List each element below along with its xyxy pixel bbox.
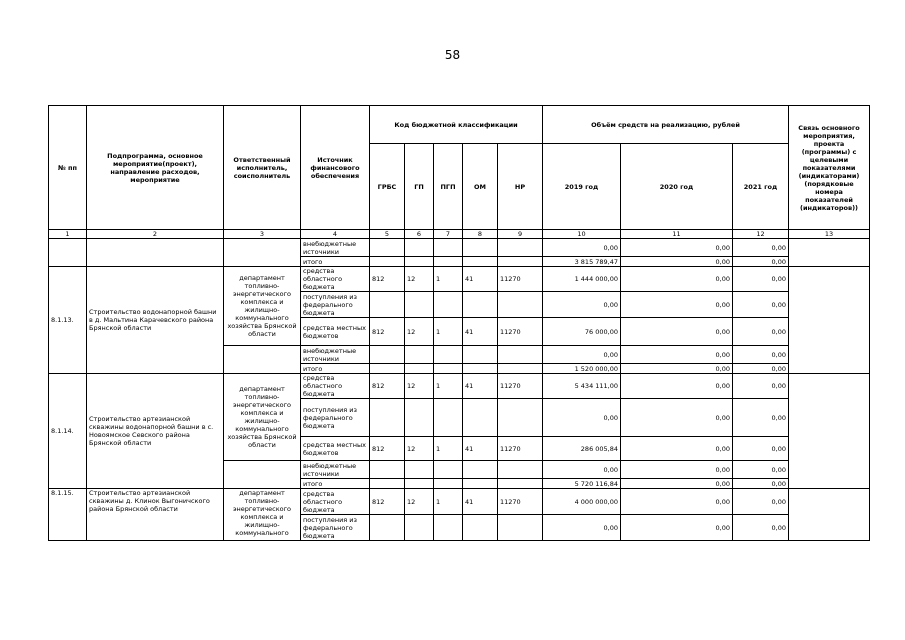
source-cell: итого — [301, 364, 370, 374]
value-2021: 0,00 — [733, 515, 789, 541]
value-2020: 0,00 — [621, 239, 733, 257]
value-2021: 0,00 — [733, 364, 789, 374]
value-2021: 0,00 — [733, 346, 789, 364]
value-2019: 0,00 — [543, 461, 621, 479]
source-cell: итого — [301, 257, 370, 267]
value-2021: 0,00 — [733, 489, 789, 515]
header-code-pgp: ПГП — [434, 144, 463, 230]
code-gp: 12 — [405, 267, 434, 292]
item-number: 8.1.15. — [49, 489, 87, 541]
value-2020: 0,00 — [621, 364, 733, 374]
code-grbs: 812 — [370, 437, 405, 461]
value-2019: 0,00 — [543, 399, 621, 437]
code-pgp: 1 — [434, 374, 463, 399]
value-2020: 0,00 — [621, 461, 733, 479]
value-2019: 76 000,00 — [543, 318, 621, 346]
header-year-2021: 2021 год — [733, 144, 789, 230]
code-gp: 12 — [405, 489, 434, 515]
source-cell: средства местных бюджетов — [301, 318, 370, 346]
code-grbs: 812 — [370, 267, 405, 292]
value-2021: 0,00 — [733, 257, 789, 267]
column-number: 7 — [434, 230, 463, 239]
value-2019: 0,00 — [543, 515, 621, 541]
header-code-grbs: ГРБС — [370, 144, 405, 230]
value-2020: 0,00 — [621, 346, 733, 364]
value-2020: 0,00 — [621, 374, 733, 399]
column-number: 5 — [370, 230, 405, 239]
value-2020: 0,00 — [621, 489, 733, 515]
header-code-om: ОМ — [463, 144, 498, 230]
responsible-cell: департамент топливно-энергетического комплекса и жилищно-коммунального — [224, 489, 301, 541]
source-cell: внебюджетные источники — [301, 461, 370, 479]
source-cell: средства областного бюджета — [301, 374, 370, 399]
item-number: 8.1.14. — [49, 374, 87, 489]
column-number: 10 — [543, 230, 621, 239]
source-cell: средства местных бюджетов — [301, 437, 370, 461]
value-2019: 0,00 — [543, 239, 621, 257]
code-pgp: 1 — [434, 267, 463, 292]
column-number: 3 — [224, 230, 301, 239]
column-number: 12 — [733, 230, 789, 239]
header-volume-group: Объём средств на реализацию, рублей — [543, 106, 789, 144]
table-row — [49, 239, 870, 257]
source-cell: внебюджетные источники — [301, 346, 370, 364]
value-2021: 0,00 — [733, 239, 789, 257]
header-year-2019: 2019 год — [543, 144, 621, 230]
code-om: 41 — [463, 489, 498, 515]
value-2021: 0,00 — [733, 461, 789, 479]
page-number: 58 — [444, 48, 461, 62]
code-om: 41 — [463, 318, 498, 346]
item-name: Строительство артезианской скважины водонапорной башни в с. Новоямское Севского района Брянской области — [87, 374, 224, 489]
code-gp: 12 — [405, 374, 434, 399]
table-row — [49, 374, 870, 399]
value-2021: 0,00 — [733, 292, 789, 318]
value-2019: 4 000 000,00 — [543, 489, 621, 515]
value-2021: 0,00 — [733, 374, 789, 399]
header-num: № пп — [49, 106, 87, 230]
code-gp: 12 — [405, 318, 434, 346]
code-nr: 11270 — [498, 374, 543, 399]
responsible-cell: департамент топливно-энергетического комплекса и жилищно-коммунального хозяйства Брянской области — [224, 267, 301, 346]
code-grbs: 812 — [370, 318, 405, 346]
value-2021: 0,00 — [733, 479, 789, 489]
column-number: 4 — [301, 230, 370, 239]
column-number: 8 — [463, 230, 498, 239]
source-cell: поступления из федерального бюджета — [301, 515, 370, 541]
budget-table — [48, 105, 870, 541]
source-cell: внебюджетные источники — [301, 239, 370, 257]
value-2020: 0,00 — [621, 399, 733, 437]
code-grbs: 812 — [370, 374, 405, 399]
value-2019: 1 520 000,00 — [543, 364, 621, 374]
table-row — [49, 489, 870, 515]
column-number: 2 — [87, 230, 224, 239]
column-number: 9 — [498, 230, 543, 239]
value-2021: 0,00 — [733, 267, 789, 292]
code-pgp: 1 — [434, 489, 463, 515]
column-numbering-row — [49, 230, 870, 239]
value-2020: 0,00 — [621, 515, 733, 541]
code-grbs: 812 — [370, 489, 405, 515]
column-number: 13 — [789, 230, 870, 239]
value-2021: 0,00 — [733, 437, 789, 461]
code-nr: 11270 — [498, 267, 543, 292]
value-2019: 0,00 — [543, 346, 621, 364]
source-cell: средства областного бюджета — [301, 489, 370, 515]
value-2021: 0,00 — [733, 318, 789, 346]
code-gp: 12 — [405, 437, 434, 461]
header-source: Источник финансового обеспечения — [301, 106, 370, 230]
code-pgp: 1 — [434, 437, 463, 461]
header-responsible: Ответственный исполнитель, соисполнитель — [224, 106, 301, 230]
item-number: 8.1.13. — [49, 267, 87, 374]
code-nr: 11270 — [498, 489, 543, 515]
value-2019: 1 444 000,00 — [543, 267, 621, 292]
value-2021: 0,00 — [733, 399, 789, 437]
source-cell: средства областного бюджета — [301, 267, 370, 292]
code-nr: 11270 — [498, 318, 543, 346]
item-name: Строительство водонапорной башни в д. Мальтина Карачевского района Брянской области — [87, 267, 224, 374]
value-2020: 0,00 — [621, 318, 733, 346]
header-code-group: Код бюджетной классификации — [370, 106, 543, 144]
header-year-2020: 2020 год — [621, 144, 733, 230]
value-2020: 0,00 — [621, 267, 733, 292]
header-link: Связь основного мероприятия, проекта (программы) с целевыми показателями (индикаторами) (порядковые номера показателей (индикаторов)) — [789, 106, 870, 230]
code-pgp: 1 — [434, 318, 463, 346]
code-nr: 11270 — [498, 437, 543, 461]
code-om: 41 — [463, 374, 498, 399]
column-number: 11 — [621, 230, 733, 239]
header-program: Подпрограмма, основное мероприятие(проект), направление расходов, мероприятие — [87, 106, 224, 230]
item-name: Строительство артезианской скважины д. Клинок Выгоничского района Брянской области — [87, 489, 224, 541]
value-2019: 3 815 789,47 — [543, 257, 621, 267]
source-cell: поступления из федерального бюджета — [301, 399, 370, 437]
column-number: 1 — [49, 230, 87, 239]
responsible-cell: департамент топливно-энергетического комплекса и жилищно-коммунального хозяйства Брянской области — [224, 374, 301, 461]
header-code-nr: НР — [498, 144, 543, 230]
value-2019: 5 434 111,00 — [543, 374, 621, 399]
header-code-gp: ГП — [405, 144, 434, 230]
value-2020: 0,00 — [621, 437, 733, 461]
value-2019: 286 005,84 — [543, 437, 621, 461]
value-2019: 5 720 116,84 — [543, 479, 621, 489]
column-number: 6 — [405, 230, 434, 239]
value-2019: 0,00 — [543, 292, 621, 318]
table-row — [49, 267, 870, 292]
source-cell: поступления из федерального бюджета — [301, 292, 370, 318]
value-2020: 0,00 — [621, 479, 733, 489]
source-cell: итого — [301, 479, 370, 489]
value-2020: 0,00 — [621, 292, 733, 318]
code-om: 41 — [463, 437, 498, 461]
code-om: 41 — [463, 267, 498, 292]
value-2020: 0,00 — [621, 257, 733, 267]
